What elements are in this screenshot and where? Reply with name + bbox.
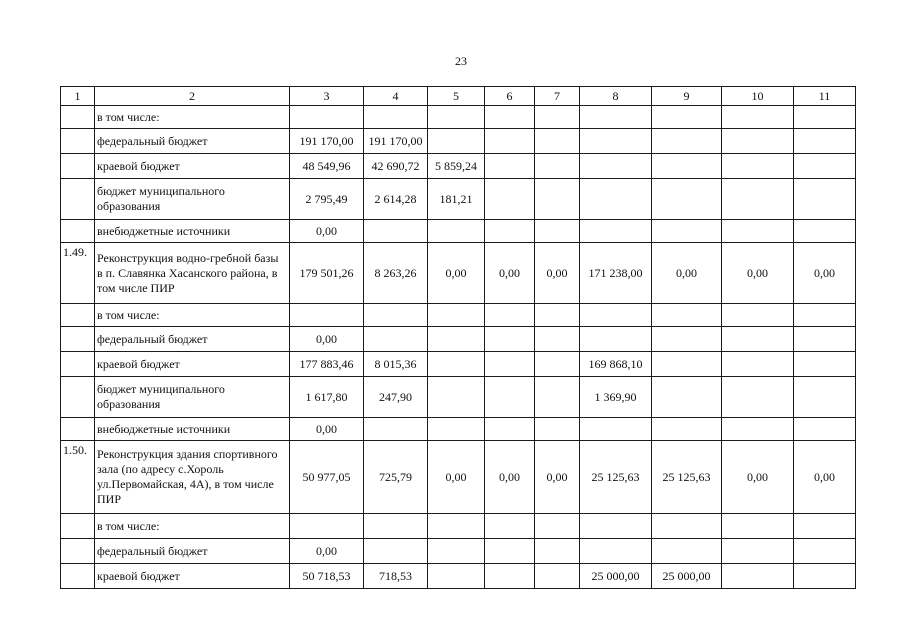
amount-cell (290, 514, 364, 539)
amount-cell (364, 418, 428, 441)
amount-cell: 0,00 (290, 327, 364, 352)
amount-cell (428, 564, 485, 589)
amount-cell (652, 327, 722, 352)
amount-cell (485, 179, 535, 220)
amount-cell: 171 238,00 (580, 243, 652, 304)
amount-cell (722, 539, 794, 564)
amount-cell (485, 514, 535, 539)
amount-cell (535, 514, 580, 539)
amount-cell (794, 129, 856, 154)
amount-cell (722, 106, 794, 129)
item-label-cell: федеральный бюджет (95, 129, 290, 154)
amount-cell (485, 564, 535, 589)
amount-cell: 25 000,00 (580, 564, 652, 589)
amount-cell (652, 304, 722, 327)
amount-cell: 0,00 (485, 441, 535, 514)
item-label-cell: бюджет муниципального образования (95, 377, 290, 418)
item-label-cell: Реконструкция здания спортивного зала (по адресу с.Хороль ул.Первомайская, 4А), в том числе ПИР (95, 441, 290, 514)
amount-cell (535, 539, 580, 564)
amount-cell (652, 352, 722, 377)
amount-cell (364, 304, 428, 327)
amount-cell (364, 327, 428, 352)
amount-cell (652, 377, 722, 418)
amount-cell (580, 179, 652, 220)
row-number-cell (61, 129, 95, 154)
amount-cell (580, 154, 652, 179)
item-label-cell: краевой бюджет (95, 352, 290, 377)
amount-cell: 0,00 (485, 243, 535, 304)
amount-cell (428, 418, 485, 441)
amount-cell (722, 304, 794, 327)
row-number-cell (61, 418, 95, 441)
amount-cell (794, 377, 856, 418)
amount-cell (428, 129, 485, 154)
amount-cell (652, 514, 722, 539)
table-row (61, 377, 856, 418)
amount-cell (535, 154, 580, 179)
item-label-cell: федеральный бюджет (95, 327, 290, 352)
amount-cell (794, 418, 856, 441)
amount-cell (652, 106, 722, 129)
amount-cell (652, 154, 722, 179)
table-row (61, 418, 856, 441)
amount-cell (722, 327, 794, 352)
amount-cell (485, 220, 535, 243)
row-number-cell (61, 327, 95, 352)
amount-cell: 0,00 (428, 243, 485, 304)
amount-cell (535, 564, 580, 589)
table-row (61, 106, 856, 129)
header-row (61, 87, 856, 106)
amount-cell (722, 377, 794, 418)
table-row (61, 179, 856, 220)
amount-cell: 2 614,28 (364, 179, 428, 220)
amount-cell (722, 129, 794, 154)
amount-cell (535, 327, 580, 352)
amount-cell (485, 418, 535, 441)
table-row (61, 539, 856, 564)
column-header: 5 (428, 87, 485, 106)
amount-cell: 247,90 (364, 377, 428, 418)
amount-cell (794, 106, 856, 129)
table-row (61, 441, 856, 514)
amount-cell: 25 125,63 (580, 441, 652, 514)
amount-cell: 0,00 (652, 243, 722, 304)
column-header: 3 (290, 87, 364, 106)
amount-cell (428, 304, 485, 327)
table-row (61, 220, 856, 243)
amount-cell (364, 220, 428, 243)
amount-cell: 191 170,00 (364, 129, 428, 154)
amount-cell (794, 514, 856, 539)
item-label-cell: бюджет муниципального образования (95, 179, 290, 220)
amount-cell: 25 000,00 (652, 564, 722, 589)
row-number-cell (61, 179, 95, 220)
table-row (61, 129, 856, 154)
amount-cell: 1 617,80 (290, 377, 364, 418)
amount-cell (535, 418, 580, 441)
row-number-cell: 1.50. (61, 441, 95, 514)
amount-cell (722, 514, 794, 539)
column-header: 8 (580, 87, 652, 106)
amount-cell (364, 514, 428, 539)
amount-cell (652, 220, 722, 243)
amount-cell: 0,00 (722, 243, 794, 304)
amount-cell (535, 377, 580, 418)
amount-cell (652, 179, 722, 220)
amount-cell: 1 369,90 (580, 377, 652, 418)
column-header: 6 (485, 87, 535, 106)
row-number-cell (61, 377, 95, 418)
amount-cell (580, 327, 652, 352)
row-number-cell (61, 564, 95, 589)
amount-cell: 0,00 (290, 539, 364, 564)
amount-cell (428, 514, 485, 539)
amount-cell (580, 304, 652, 327)
amount-cell (290, 106, 364, 129)
amount-cell (794, 564, 856, 589)
amount-cell: 191 170,00 (290, 129, 364, 154)
row-number-cell (61, 539, 95, 564)
amount-cell: 0,00 (290, 220, 364, 243)
amount-cell (722, 564, 794, 589)
item-label-cell: Реконструкция водно-гребной базы в п. Славянка Хасанского района, в том числе ПИР (95, 243, 290, 304)
amount-cell (485, 539, 535, 564)
amount-cell (652, 539, 722, 564)
table-row (61, 154, 856, 179)
amount-cell: 50 977,05 (290, 441, 364, 514)
amount-cell (535, 179, 580, 220)
amount-cell (580, 220, 652, 243)
amount-cell (485, 304, 535, 327)
amount-cell (794, 154, 856, 179)
amount-cell: 0,00 (428, 441, 485, 514)
amount-cell (580, 106, 652, 129)
amount-cell: 718,53 (364, 564, 428, 589)
amount-cell: 0,00 (535, 243, 580, 304)
amount-cell (485, 106, 535, 129)
amount-cell (794, 304, 856, 327)
amount-cell (722, 352, 794, 377)
amount-cell: 42 690,72 (364, 154, 428, 179)
amount-cell: 50 718,53 (290, 564, 364, 589)
amount-cell: 25 125,63 (652, 441, 722, 514)
amount-cell (428, 539, 485, 564)
amount-cell (428, 220, 485, 243)
amount-cell: 48 549,96 (290, 154, 364, 179)
amount-cell: 0,00 (290, 418, 364, 441)
column-header: 1 (61, 87, 95, 106)
amount-cell (722, 154, 794, 179)
amount-cell: 177 883,46 (290, 352, 364, 377)
amount-cell (485, 154, 535, 179)
amount-cell (290, 304, 364, 327)
amount-cell: 2 795,49 (290, 179, 364, 220)
amount-cell (652, 129, 722, 154)
amount-cell: 5 859,24 (428, 154, 485, 179)
table-row (61, 243, 856, 304)
page-number: 23 (455, 54, 467, 68)
amount-cell (535, 106, 580, 129)
amount-cell: 8 015,36 (364, 352, 428, 377)
item-label-cell: федеральный бюджет (95, 539, 290, 564)
amount-cell (485, 129, 535, 154)
column-header: 2 (95, 87, 290, 106)
amount-cell (535, 304, 580, 327)
table-row (61, 514, 856, 539)
amount-cell (364, 539, 428, 564)
item-label-cell: краевой бюджет (95, 154, 290, 179)
amount-cell (794, 179, 856, 220)
column-header: 7 (535, 87, 580, 106)
amount-cell: 179 501,26 (290, 243, 364, 304)
table-row (61, 564, 856, 589)
amount-cell: 725,79 (364, 441, 428, 514)
amount-cell (428, 377, 485, 418)
amount-cell (722, 220, 794, 243)
amount-cell (485, 352, 535, 377)
amount-cell (580, 129, 652, 154)
column-header: 4 (364, 87, 428, 106)
item-label-cell: внебюджетные источники (95, 220, 290, 243)
column-header: 10 (722, 87, 794, 106)
row-number-cell (61, 154, 95, 179)
table-row (61, 327, 856, 352)
row-number-cell (61, 514, 95, 539)
column-header: 9 (652, 87, 722, 106)
item-label-cell: в том числе: (95, 304, 290, 327)
amount-cell (794, 220, 856, 243)
amount-cell (580, 514, 652, 539)
row-number-cell (61, 220, 95, 243)
amount-cell (652, 418, 722, 441)
amount-cell (428, 352, 485, 377)
amount-cell: 0,00 (794, 441, 856, 514)
amount-cell (535, 220, 580, 243)
amount-cell (722, 418, 794, 441)
amount-cell (580, 418, 652, 441)
amount-cell (364, 106, 428, 129)
amount-cell: 0,00 (722, 441, 794, 514)
amount-cell: 0,00 (535, 441, 580, 514)
row-number-cell (61, 106, 95, 129)
budget-table (60, 86, 856, 589)
item-label-cell: внебюджетные источники (95, 418, 290, 441)
table-body (61, 87, 856, 589)
amount-cell (428, 327, 485, 352)
amount-cell (794, 539, 856, 564)
item-label-cell: краевой бюджет (95, 564, 290, 589)
amount-cell (428, 106, 485, 129)
row-number-cell (61, 304, 95, 327)
amount-cell (794, 352, 856, 377)
row-number-cell: 1.49. (61, 243, 95, 304)
amount-cell: 0,00 (794, 243, 856, 304)
table-row (61, 304, 856, 327)
amount-cell (535, 129, 580, 154)
amount-cell (580, 539, 652, 564)
amount-cell: 181,21 (428, 179, 485, 220)
item-label-cell: в том числе: (95, 106, 290, 129)
row-number-cell (61, 352, 95, 377)
amount-cell (535, 352, 580, 377)
table-row (61, 352, 856, 377)
amount-cell: 169 868,10 (580, 352, 652, 377)
column-header: 11 (794, 87, 856, 106)
amount-cell (485, 327, 535, 352)
amount-cell: 8 263,26 (364, 243, 428, 304)
amount-cell (794, 327, 856, 352)
amount-cell (485, 377, 535, 418)
item-label-cell: в том числе: (95, 514, 290, 539)
amount-cell (722, 179, 794, 220)
